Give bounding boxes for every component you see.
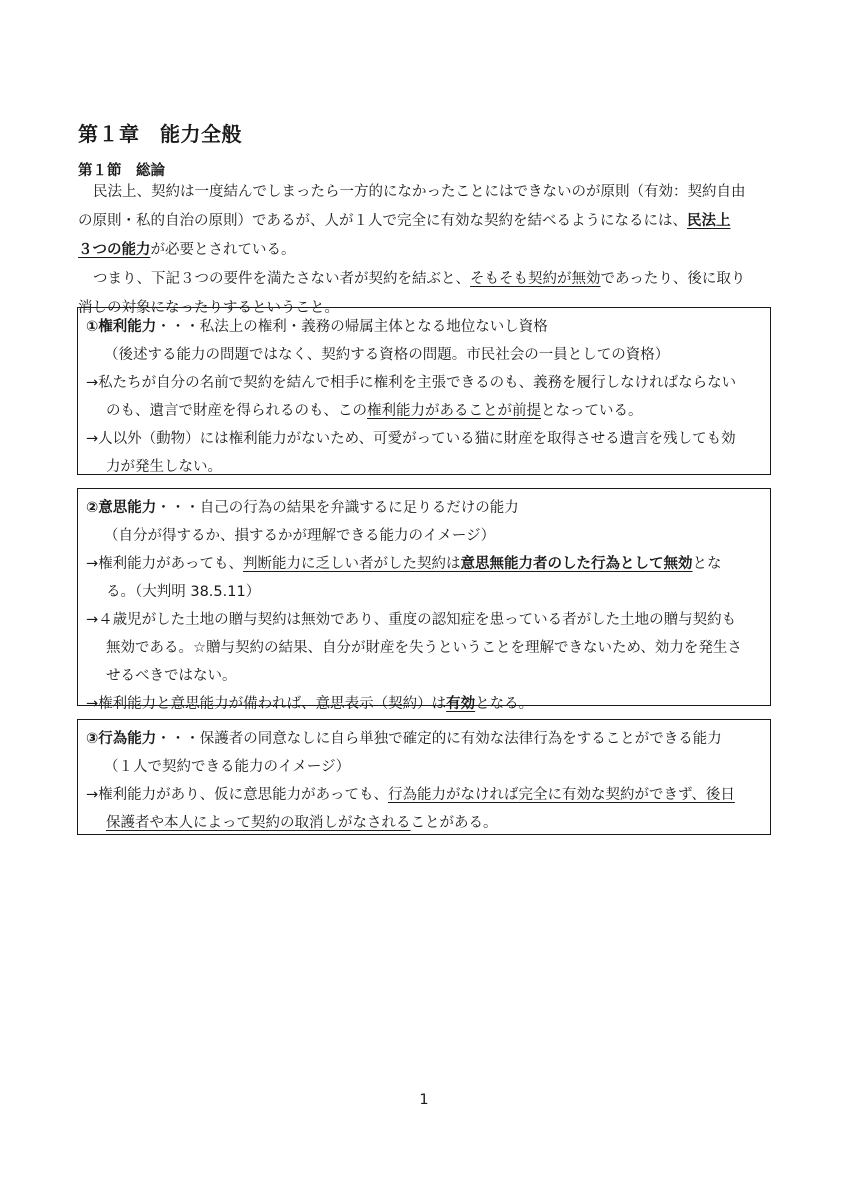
box-heading-term: ②意思能力 [86,500,157,516]
box-heading-term: ①権利能力 [86,319,157,335]
box-line: →４歳児がした土地の贈与契約は無効であり、重度の認知症を患っている者がした土地の贈与契約も [86,612,737,628]
intro-line [78,207,778,236]
box-line [86,550,760,578]
page-number: 1 [419,1092,429,1108]
box-line [86,809,760,837]
intro-emphasis: 民法上 [687,213,731,229]
box-paren-note: （自分が得するか、損するかが理解できる能力のイメージ） [104,528,496,544]
box-text: となっている。 [541,403,643,419]
box-text: となる。 [475,696,534,712]
box-line: 無効である。☆贈与契約の結果、自分が財産を失うということを理解できないため、効力を発生さ [106,640,742,656]
box-text: のも、遺言で財産を得られるのも、この [106,403,367,419]
section-title: 第１節 総論 [78,163,165,179]
box-text: →権利能力があり、仮に意思能力があっても、 [86,787,389,803]
box-emphasis: 意思無能力者のした行為として無効 [460,556,693,572]
intro-text: 消しの対象になったりするということ。 [78,300,339,316]
box-paren-note: （１人で契約できる能力のイメージ） [104,759,351,775]
box-legal-capacity [77,307,771,475]
intro-line [78,236,778,265]
intro-line [78,178,778,207]
box-line [86,690,760,718]
intro-text: つまり、下記３つの要件を満たさない者が契約を結ぶと、 [93,271,470,287]
box-heading-text: ・・・自己の行為の結果を弁識するに足りるだけの能力 [156,500,519,516]
intro-text: が必要とされている。 [150,242,296,258]
box-heading-text: ・・・保護者の同意なしに自ら単独で確定的に有効な法律行為をすることができる能力 [156,731,722,747]
box-emphasis: 有効 [446,696,476,712]
box-underline: 保護者や本人によって契約の取消しがなされる [106,815,411,831]
chapter-title: 第１章 能力全般 [78,122,242,146]
intro-text: の原則・私的自治の原則）であるが、人が１人で完全に有効な契約を結べるようになるには、 [78,213,687,229]
box-line: 力が発生しない。 [106,459,222,475]
box-legal-act-capacity [77,719,771,835]
box-line [86,397,760,425]
box-line: せるべきではない。 [106,668,237,684]
intro-line [78,265,778,294]
intro-text: であったり、後に取り [600,271,746,287]
box-line: る。（大判明 38.5.11） [106,584,261,600]
intro-text: 民法上、契約は一度結んでしまったら一方的になかったことにはできないのが原則（有効：契約自由 [93,184,746,200]
box-paren-note: （後述する能力の問題ではなく、契約する資格の問題。市民社会の一員としての資格） [104,347,670,363]
box-heading [86,313,760,341]
box-text: →権利能力と意思能力が備われば、意思表示（契約）は [86,696,447,712]
intro-paragraphs [78,178,778,323]
box-text: とな [692,556,722,572]
box-line [86,781,760,809]
box-text: →権利能力があっても、 [86,556,244,572]
box-line: →人以外（動物）には権利能力がないため、可愛がっている猫に財産を取得させる遺言を残しても効 [86,431,736,447]
intro-emphasis: ３つの能力 [78,242,151,258]
box-heading [86,725,760,753]
box-mental-capacity [77,488,771,712]
box-underline: 判断能力に乏しい者がした契約は [243,556,461,572]
box-underline: 行為能力がなければ完全に有効な契約ができず、後日 [388,787,735,803]
box-heading-term: ③行為能力 [86,731,157,747]
box-underline: 権利能力があることが前提 [367,403,541,419]
intro-underline: そもそも契約が無効 [470,271,601,287]
box-text: ことがある。 [410,815,498,831]
box-heading-text: ・・・私法上の権利・義務の帰属主体となる地位ないし資格 [156,319,548,335]
box-heading [86,494,760,522]
box-line: →私たちが自分の名前で契約を結んで相手に権利を主張できるのも、義務を履行しなければならない [86,375,737,391]
